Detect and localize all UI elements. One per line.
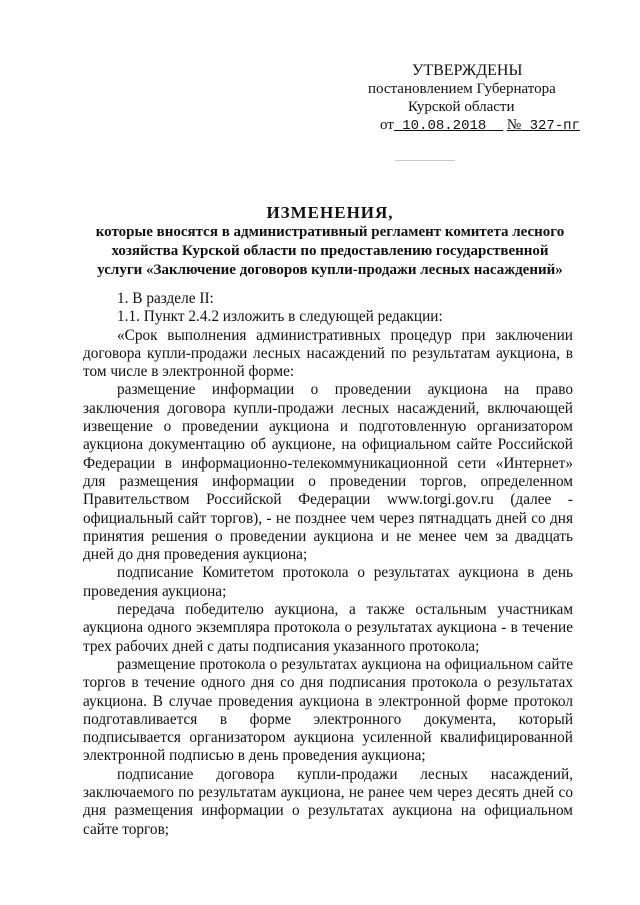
title-heading: ИЗМЕНЕНИЯ,: [266, 203, 394, 222]
approved-label: УТВЕРЖДЕНЫ: [412, 62, 523, 79]
approval-stamp: [360, 62, 590, 135]
document-body: [83, 290, 573, 839]
document-title: [95, 202, 565, 280]
paragraph: размещение информации о проведении аукциона на право заключения договора купли-продажи лесных насаждений, включающей извещение о проведении аукциона и подготовленную организатором аукциона документацию об аукционе, на официальном сайте Российской Федерации в информационно-телекоммуникационной сети «Интернет» для размещения информации о проведении торгов, определенном Правительством Российской Федерации www.torgi.gov.ru (далее - официальный сайт торгов), - не позднее чем через пятнадцать дней со дня принятия решения о проведении аукциона и не менее чем за двадцать дней до дня проведения аукциона;: [83, 381, 573, 564]
paragraph: 1. В разделе II:: [117, 290, 214, 307]
title-subtitle-1: которые вносятся в административный регламент комитета лесного: [95, 224, 565, 240]
divider: [395, 160, 455, 161]
paragraph: размещение протокола о результатах аукциона на официальном сайте торгов в течение одного дня со дня подписания протокола о результатах аукциона. В случае проведения аукциона в электронной форме протокол подготавливается в форме электронного документа, который подписывается организатором аукциона усиленной квалифицированной электронной подписью в день проведения аукциона;: [83, 655, 573, 765]
date-prefix: от: [380, 117, 394, 133]
title-subtitle-3: услуги «Заключение договоров купли-продажи лесных насаждений»: [97, 262, 563, 278]
paragraph: подписание договора купли-продажи лесных насаждений, заключаемого по результатам аукциона, не ранее чем через десять дней со дня размещения информации о результатах аукциона на официальном сайте торгов;: [83, 765, 573, 838]
title-subtitle-2: хозяйства Курской области по предоставлению государственной: [111, 243, 549, 259]
decree-number: 327-пг: [529, 118, 580, 134]
number-prefix: №: [506, 117, 522, 133]
paragraph: 1.1. Пункт 2.4.2 изложить в следующей редакции:: [117, 308, 443, 326]
paragraph: подписание Комитетом протокола о результатах аукциона в день проведения аукциона;: [83, 564, 573, 600]
paragraph: передача победителю аукциона, а также остальным участникам аукциона одного экземпляра протокола о результатах аукциона - в течение трех рабочих дней с даты подписания указанного протокола;: [83, 601, 573, 655]
paragraph: «Срок выполнения административных процедур при заключении договора купли-продажи лесных насаждений по результатам аукциона, в том числе в электронной форме:: [83, 326, 573, 381]
approved-by-label: постановлением Губернатора: [368, 81, 556, 97]
decree-date: 10.08.2018: [402, 118, 487, 134]
region-label: Курской области: [408, 99, 515, 115]
decree-date-number: [360, 116, 590, 135]
